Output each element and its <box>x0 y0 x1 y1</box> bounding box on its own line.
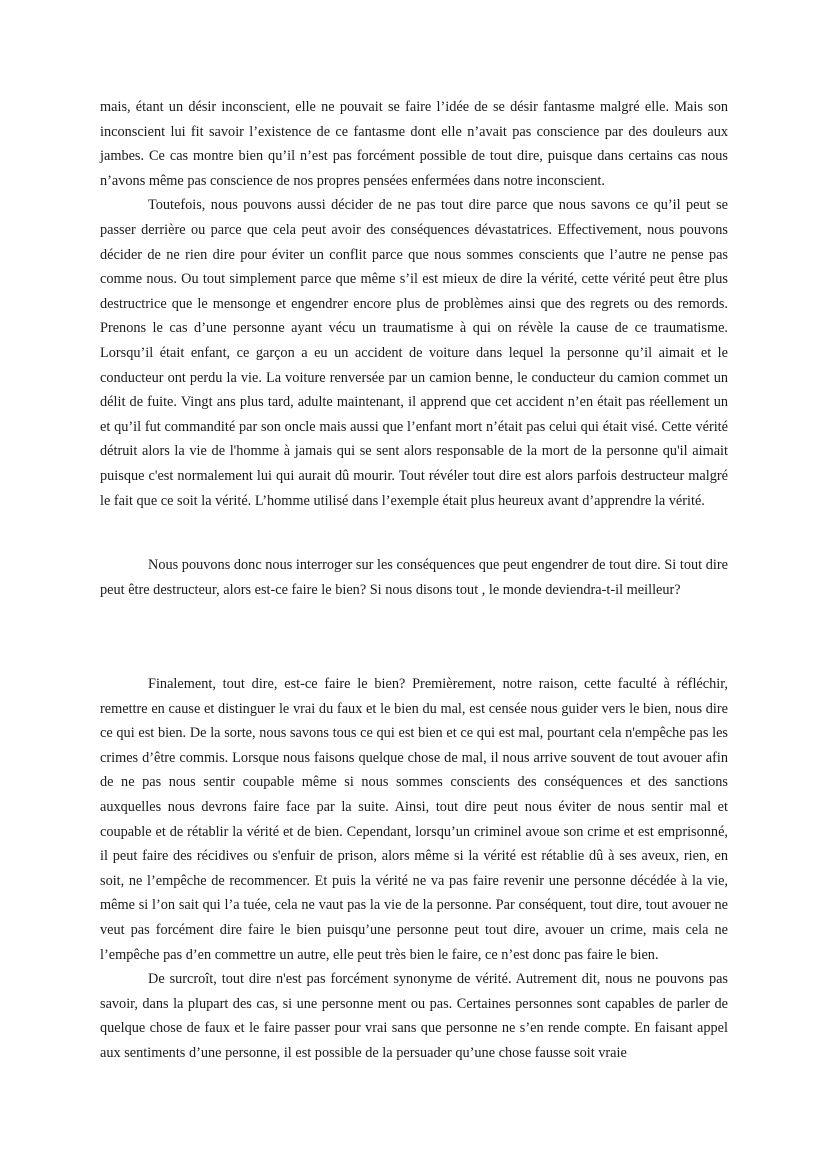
body-section-bottom <box>100 672 728 1066</box>
paragraph-toutefois: Toutefois, nous pouvons aussi décider de ne pas tout dire parce que nous savons ce qu’il peut se passer derrière ou parce que cela peut avoir des conséquences dévastatrices. Effectivement, nous pouvons décider de ne rien dire pour éviter un conflit parce que nous sommes conscients que l’autre ne pense pas comme nous. Ou tout simplement parce que même s’il est mieux de dire la vérité, cette vérité peut être plus destructrice que le mensonge et engendrer encore plus de problèmes ainsi que des regrets ou des remords. Prenons le cas d’une personne ayant vécu un traumatisme à qui on révèle la cause de ce traumatisme. Lorsqu’il était enfant, ce garçon a eu un accident de voiture dans lequel la personne qu’il aimait et le conducteur ont perdu la vie. La voiture renversée par un camion benne, le conducteur du camion commet un délit de fuite. Vingt ans plus tard, adulte maintenant, il apprend que cet accident n’en était pas réellement un et qu’il fut commandité par son oncle mais aussi que l’enfant mort n’était pas celui qui était visé. Cette vérité détruit alors la vie de l'homme à jamais qui se sent alors responsable de la mort de la personne qu'il aimait puisque c'est normalement lui qui aurait dû mourir. Tout révéler tout dire est alors parfois destructeur malgré le fait que ce soit la vérité. L’homme utilisé dans l’exemple était plus heureux avant d’apprendre la vérité. <box>100 197 728 509</box>
paragraph-de-surcroit: De surcroît, tout dire n'est pas forcément synonyme de vérité. Autrement dit, nous ne pouvons pas savoir, dans la plupart des cas, si une personne ment ou pas. Certaines personnes sont capables de parler de quelque chose de faux et le faire passer pour vrai sans que personne ne s’en rende compte. En faisant appel aux sentiments d’une personne, il est possible de la persuader qu’une chose fausse soit vraie <box>100 971 728 1061</box>
paragraph-finalement: Finalement, tout dire, est-ce faire le bien? Premièrement, notre raison, cette faculté à réfléchir, remettre en cause et distinguer le vrai du faux et le bien du mal, est censée nous guider vers le bien, nous dire ce qui est bien. De la sorte, nous savons tous ce qui est bien et ce qui est mal, pourtant cela n'empêche pas les crimes d’être commis. Lorsque nous faisons quelque chose de mal, il nous arrive souvent de tout avouer afin de ne pas nous sentir coupable même si nous sommes conscients des conséquences et des sanctions auxquelles nous devrons faire face par la suite. Ainsi, tout dire peut nous éviter de nous sentir mal et coupable et de rétablir la vérité et de bien. Cependant, lorsqu’un criminel avoue son crime et est emprisonné, il peut faire des récidives ou s'enfuir de prison, alors même si la vérité est rétablie dû à ses aveux, rien, en soit, ne l’empêche de recommencer. Et puis la vérité ne va pas faire revenir une personne décédée à la vie, même si l’on sait qui l’a tuée, cela ne vaut pas la vie de la personne. Par conséquent, tout dire, tout avouer ne veut pas forcément dire faire le bien puisqu’une personne peut tout dire, avouer un crime, mais cela ne l’empêche pas d’en commettre un autre, elle peut très bien le faire, ce n’est donc pas faire le bien. <box>100 676 728 963</box>
body-section-top <box>100 95 728 513</box>
transition-section <box>100 553 728 602</box>
paragraph-continuation: mais, étant un désir inconscient, elle ne pouvait se faire l’idée de se désir fantasme malgré elle. Mais son inconscient lui fit savoir l’existence de ce fantasme dont elle n’avait pas conscience par des douleurs aux jambes. Ce cas montre bien qu’il n’est pas forcément possible de tout dire, puisque dans certains cas nous n’avons même pas conscience de nos propres pensées enfermées dans notre inconscient. <box>100 99 728 189</box>
paragraph-transition: Nous pouvons donc nous interroger sur les conséquences que peut engendrer de tout dire. Si tout dire peut être destructeur, alors est-ce faire le bien? Si nous disons tout , le monde deviendra-t-il meilleur? <box>100 557 728 598</box>
